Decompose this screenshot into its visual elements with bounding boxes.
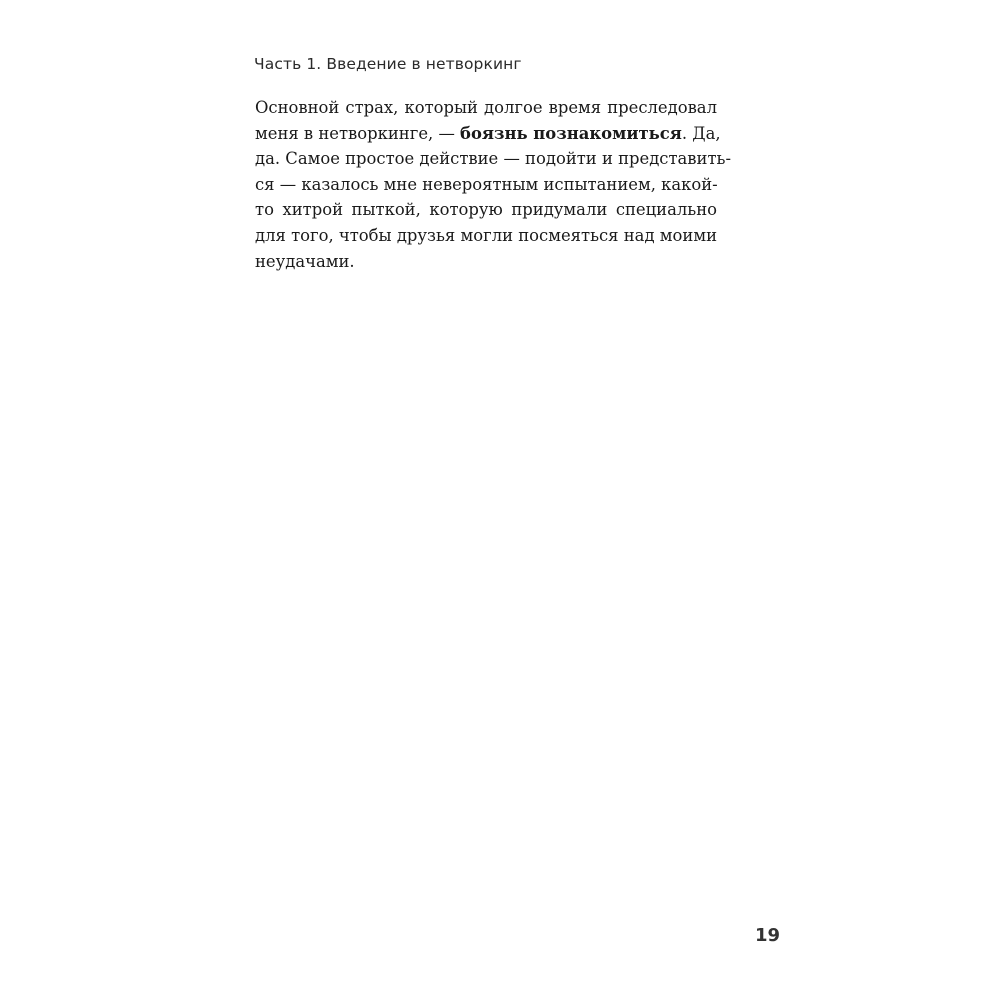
paragraph-line-2 — [255, 121, 721, 147]
running-header: Часть 1. Введение в нетворкинг — [254, 55, 522, 73]
paragraph-line-5: то хитрой пыткой, которую придумали специально — [255, 200, 717, 220]
paragraph-line-2-start: меня в нетворкинге, — — [255, 123, 461, 143]
paragraph-line-7: неудачами. — [255, 251, 355, 271]
emphasized-phrase: боязнь познакомиться — [460, 123, 682, 143]
paragraph-line-6: для того, чтобы друзья могли посмеяться над моими — [255, 225, 717, 245]
page-number: 19 — [754, 925, 780, 946]
paragraph-line-4: ся — казалось мне невероятным испытанием, какой- — [255, 174, 718, 194]
body-paragraph — [255, 95, 731, 274]
paragraph-line-3: да. Самое простое действие — подойти и представить- — [255, 149, 731, 169]
paragraph-line-2-end: . Да, — [681, 123, 721, 143]
paragraph-line-1: Основной страх, который долгое время преследовал — [255, 98, 717, 117]
